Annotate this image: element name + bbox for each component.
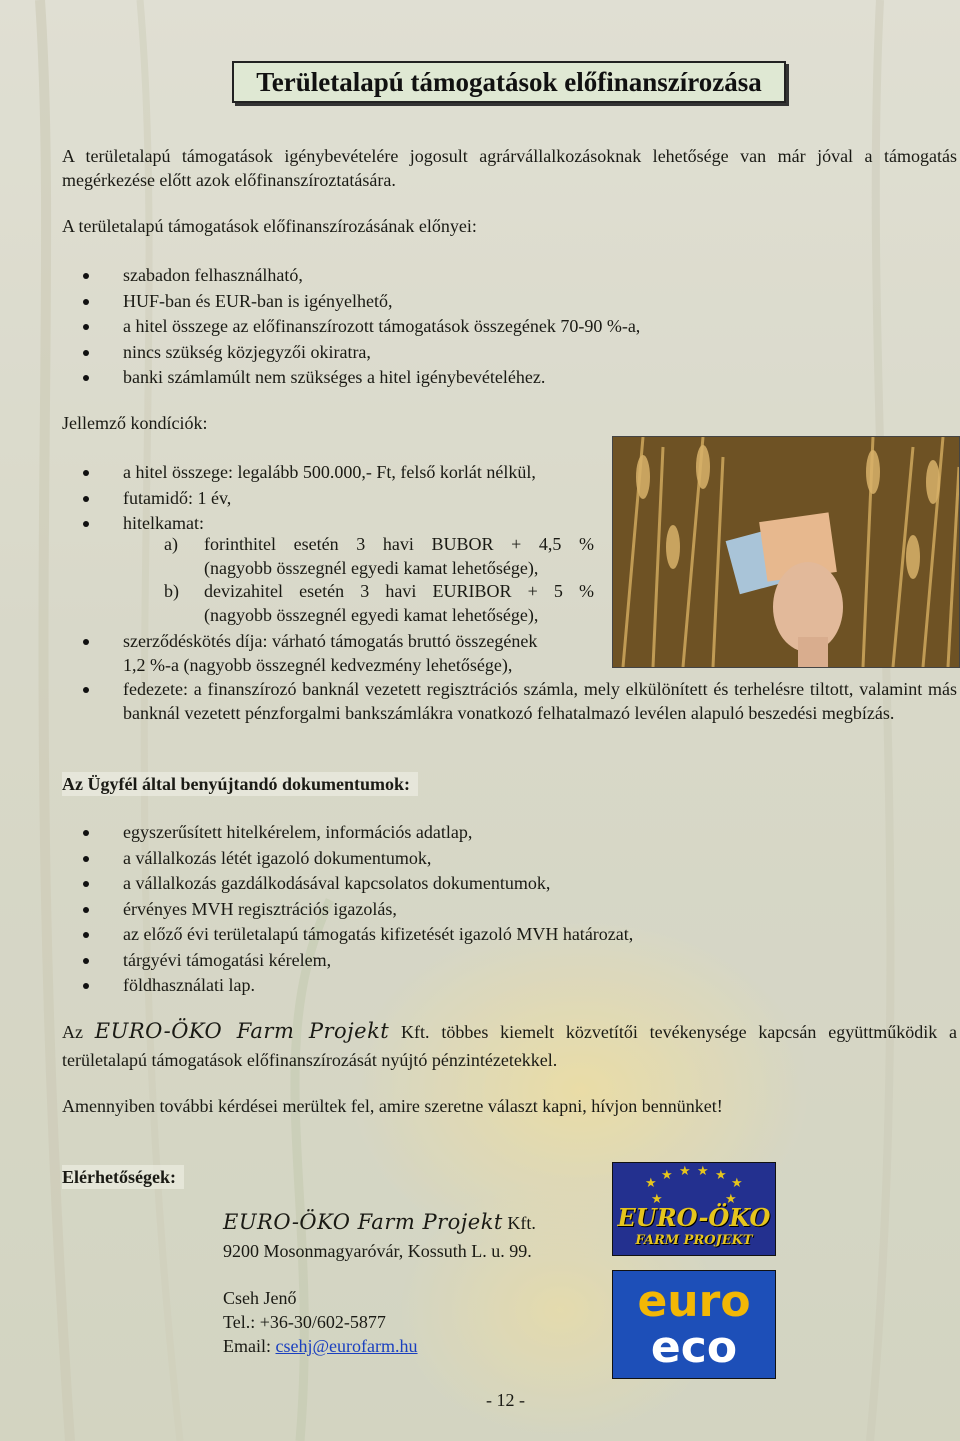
rate-text: forinthitel esetén 3 havi BUBOR + 4,5 % [204,534,594,554]
conditions-heading: Jellemző kondíciók: [62,413,208,433]
photo-illustration [613,437,959,667]
list-item: a hitel összege az előfinanszírozott támogatások összegének 70-90 %-a, [62,314,942,340]
contact-company [223,1210,536,1235]
rate-note-row [164,557,594,581]
company-suffix: Kft. [507,1213,536,1233]
page-number: - 12 - [486,1390,525,1410]
euro-eco-logo [612,1270,776,1379]
contact-heading: Elérhetőségek: [62,1165,184,1189]
rate-row [164,580,594,604]
email-label: Email: [223,1336,271,1356]
svg-text:★: ★ [679,1164,691,1179]
contact-phone: Tel.: +36-30/602-5877 [223,1312,386,1332]
list-item: tárgyévi támogatási kérelem, [62,948,942,974]
logo2-text-bottom: eco [650,1322,738,1373]
list-item: HUF-ban és EUR-ban is igényelhető, [62,289,942,315]
contact-address: 9200 Mosonmagyaróvár, Kossuth L. u. 99. [223,1241,532,1261]
interest-rates [164,533,594,627]
svg-text:★: ★ [645,1176,657,1191]
fee-line-1: szerződéskötés díja: várható támogatás bruttó összegének [123,631,538,651]
wheat-money-photo [612,436,960,668]
closing-paragraph: Amennyiben további kérdései merültek fel, amire szeretne választ kapni, hívjon bennünket! [62,1096,723,1116]
list-item: a vállalkozás gazdálkodásával kapcsolatos dokumentumok, [62,871,942,897]
email-link[interactable]: csehj@eurofarm.hu [275,1336,418,1356]
fee-line-2: 1,2 %-a (nagyobb összegnél kedvezmény lehetősége), [123,655,513,675]
list-item: egyszerűsített hitelkérelem, információs adatlap, [62,820,942,846]
partner-prefix: Az [62,1022,83,1042]
list-item: a vállalkozás létét igazoló dokumentumok, [62,846,942,872]
rate-label: a) [164,534,178,554]
partner-text: Kft. többes kiemelt közvetítői tevékenysége kapcsán együttműködik a területalapú támogatások előfinanszírozását nyújtó pénzintézetekkel. [62,1022,957,1070]
list-item: szabadon felhasználható, [62,263,942,289]
svg-text:★: ★ [725,1192,737,1207]
contact-person: Cseh Jenő [223,1288,297,1308]
advantages-heading: A területalapú támogatások előfinanszírozásának előnyei: [62,216,477,236]
list-item: a hitel összege: legalább 500.000,- Ft, felső korlát nélkül, [62,460,602,486]
svg-text:★: ★ [651,1192,663,1207]
rate-text: devizahitel esetén 3 havi EURIBOR + 5 % [204,581,594,601]
contact-email-row [223,1334,536,1358]
list-item: futamidő: 1 év, [62,486,602,512]
conditions-list [62,460,602,537]
rate-note: (nagyobb összegnél egyedi kamat lehetősége), [204,604,539,625]
advantages-list [62,263,942,391]
list-item: banki számlamúlt nem szükséges a hitel igénybevételéhez. [62,365,942,391]
company-name-script: EURO-ÖKO Farm Projekt [94,1019,390,1043]
logo-text-sub: FARM PROJEKT [635,1233,753,1248]
svg-text:★: ★ [731,1176,743,1191]
rate-row [164,533,594,557]
documents-list [62,820,942,999]
svg-text:★: ★ [697,1164,709,1179]
list-item: érvényes MVH regisztrációs igazolás, [62,897,942,923]
contact-block [223,1210,536,1358]
title-box [232,61,786,103]
list-item: nincs szükség közjegyzői okiratra, [62,340,942,366]
logo2-text-top: euro [637,1276,751,1327]
rate-label: b) [164,581,179,601]
logo-text-main: EURO-ÖKO [617,1203,771,1232]
list-item: fedezete: a finanszírozó banknál vezetett regisztrációs számla, mely elkülönített és terhelésre tiltott, valamint más banknál vezetett pénzforgalmi bankszámlákra vonatkozó felhatalmazó levélen alapuló beszedési megbízás. [62,677,957,725]
page-title: Területalapú támogatások előfinanszírozása [256,66,762,97]
list-item: hitelkamat: [62,511,602,537]
company-name-script: EURO-ÖKO Farm Projekt [223,1210,503,1234]
list-item: az előző évi területalapú támogatás kifizetését igazoló MVH határozat, [62,922,942,948]
rate-note-row [164,604,594,628]
partner-paragraph [62,1017,957,1074]
documents-heading: Az Ügyfél által benyújtandó dokumentumok: [62,772,418,796]
intro-paragraph: A területalapú támogatások igénybevételére jogosult agrárvállalkozásoknak lehetősége van már jóval a támogatás megérkezése előtt azok előfinanszíroztatására. [62,146,957,190]
list-item: földhasználati lap. [62,973,942,999]
rate-note: (nagyobb összegnél egyedi kamat lehetősége), [204,557,539,578]
svg-text:★: ★ [715,1168,727,1183]
svg-text:★: ★ [661,1168,673,1183]
euro-oko-farm-projekt-logo [612,1162,776,1256]
